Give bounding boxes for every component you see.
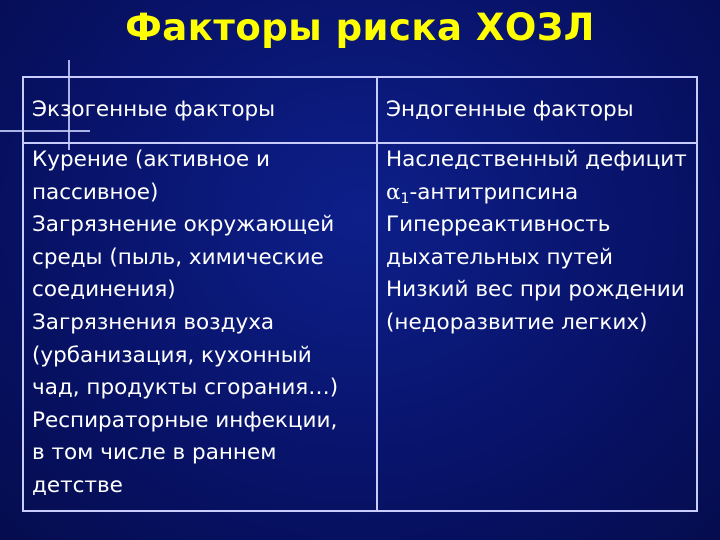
exogenous-line: чад, продукты сгорания…) <box>32 375 339 401</box>
exogenous-line: (урбанизация, кухонный <box>32 342 312 368</box>
exogenous-line: детстве <box>32 472 123 498</box>
exogenous-line: Загрязнение окружающей <box>32 212 335 238</box>
alpha-subscript: 1 <box>400 190 410 207</box>
endogenous-line: Низкий вес при рождении <box>386 277 685 303</box>
exogenous-line: соединения) <box>32 277 176 303</box>
exogenous-line: пассивное) <box>32 179 159 205</box>
endogenous-line: Гиперреактивность <box>386 212 611 238</box>
risk-factors-table <box>22 76 698 512</box>
header-exogenous: Экзогенные факторы <box>23 77 377 143</box>
endogenous-line: Наследственный дефицит <box>386 147 687 172</box>
endogenous-line <box>386 177 690 210</box>
exogenous-line: Загрязнения воздуха <box>32 309 275 335</box>
header-endogenous: Эндогенные факторы <box>377 77 697 143</box>
exogenous-line: Респираторные инфекции, <box>32 407 338 433</box>
endogenous-line: дыхательных путей <box>386 244 613 270</box>
antitrypsin-text: -антитрипсина <box>409 179 579 205</box>
table-body-row <box>23 143 697 511</box>
exogenous-line: в том числе в раннем <box>32 440 277 466</box>
slide-title: Факторы риска ХОЗЛ <box>125 6 595 49</box>
alpha-symbol: α <box>386 179 401 205</box>
endogenous-line: (недоразвитие легких) <box>386 309 648 335</box>
exogenous-line: Курение (активное и <box>32 147 270 172</box>
table-header-row <box>23 77 697 143</box>
exogenous-factors-cell <box>23 143 377 511</box>
endogenous-factors-cell <box>377 143 697 511</box>
exogenous-line: среды (пыль, химические <box>32 244 324 270</box>
